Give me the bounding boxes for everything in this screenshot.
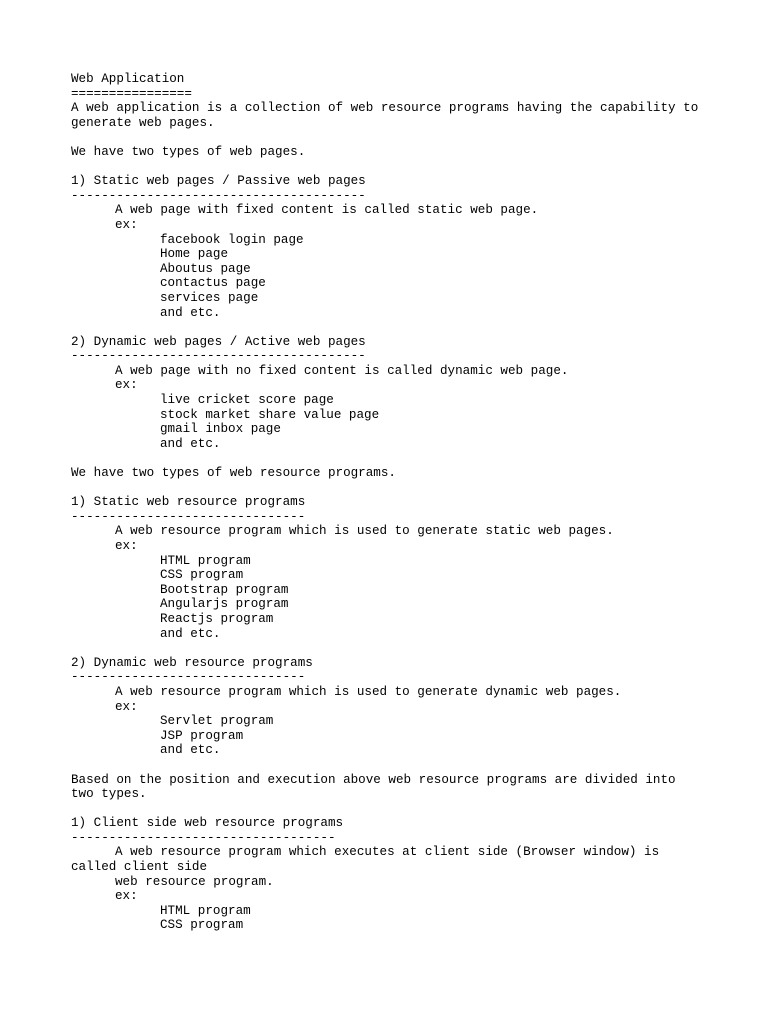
- list-item: and etc.: [160, 626, 221, 641]
- static-pages-heading: 1) Static web pages / Passive web pages: [71, 174, 366, 189]
- dynamic-pages-ex-label: ex:: [115, 378, 138, 393]
- client-programs-definition-1: A web resource program which executes at client side (Browser window) is: [115, 845, 660, 860]
- list-item: HTML program: [160, 553, 251, 568]
- intro-line-1: A web application is a collection of web resource programs having the capability to: [71, 101, 699, 116]
- list-item: facebook login page: [160, 232, 304, 247]
- list-item: Reactjs program: [160, 611, 274, 626]
- list-item: contactus page: [160, 276, 266, 291]
- dynamic-programs-rule: -------------------------------: [71, 670, 306, 685]
- dynamic-pages-rule: ---------------------------------------: [71, 349, 366, 364]
- dynamic-pages-heading: 2) Dynamic web pages / Active web pages: [71, 334, 366, 349]
- blank-line: [71, 451, 751, 466]
- client-programs-definition-3: web resource program.: [115, 874, 274, 889]
- list-item: live cricket score page: [160, 393, 334, 408]
- list-item: Servlet program: [160, 714, 274, 729]
- list-item: stock market share value page: [160, 407, 380, 422]
- blank-line: [71, 641, 751, 656]
- client-programs-rule: -----------------------------------: [71, 830, 336, 845]
- list-item: CSS program: [160, 568, 244, 583]
- static-programs-ex-label: ex:: [115, 539, 138, 553]
- list-item: gmail inbox page: [160, 422, 281, 437]
- list-item: HTML program: [160, 903, 251, 918]
- intro-line-2: generate web pages.: [71, 115, 215, 130]
- title-underline: ================: [71, 86, 192, 101]
- list-item: Home page: [160, 247, 229, 262]
- list-item: Bootstrap program: [160, 582, 289, 597]
- static-pages-ex-label: ex:: [115, 217, 138, 232]
- list-item: and etc.: [160, 436, 221, 451]
- client-programs-heading: 1) Client side web resource programs: [71, 816, 344, 831]
- static-pages-definition: A web page with fixed content is called static web page.: [115, 203, 539, 218]
- dynamic-programs-ex-label: ex:: [115, 699, 138, 714]
- blank-line: [71, 802, 751, 817]
- dynamic-programs-definition: A web resource program which is used to generate dynamic web pages.: [115, 684, 622, 699]
- list-item: CSS program: [160, 918, 244, 933]
- blank-line: [71, 160, 751, 175]
- static-pages-rule: ---------------------------------------: [71, 188, 366, 203]
- blank-line: [71, 130, 751, 145]
- list-item: Angularjs program: [160, 597, 289, 612]
- list-item: JSP program: [160, 728, 244, 743]
- static-programs-definition: A web resource program which is used to generate static web pages.: [115, 524, 614, 539]
- blank-line: [71, 320, 751, 335]
- static-programs-rule: -------------------------------: [71, 509, 306, 524]
- dynamic-programs-heading: 2) Dynamic web resource programs: [71, 655, 313, 670]
- list-item: and etc.: [160, 305, 221, 320]
- document-page: [71, 72, 751, 933]
- pages-intro: We have two types of web pages.: [71, 144, 306, 159]
- dynamic-pages-definition: A web page with no fixed content is called dynamic web page.: [115, 363, 569, 378]
- client-programs-ex-label: ex:: [115, 889, 138, 904]
- position-intro-line-2: two types.: [71, 787, 147, 802]
- list-item: Aboutus page: [160, 261, 251, 276]
- blank-line: [71, 481, 751, 496]
- programs-intro: We have two types of web resource programs.: [71, 466, 396, 481]
- static-programs-heading: 1) Static web resource programs: [71, 495, 306, 510]
- doc-title: Web Application: [71, 72, 185, 86]
- position-intro-line-1: Based on the position and execution above web resource programs are divided into: [71, 772, 676, 787]
- blank-line: [71, 758, 751, 773]
- list-item: and etc.: [160, 743, 221, 758]
- list-item: services page: [160, 290, 259, 305]
- client-programs-definition-2: called client side: [71, 860, 208, 875]
